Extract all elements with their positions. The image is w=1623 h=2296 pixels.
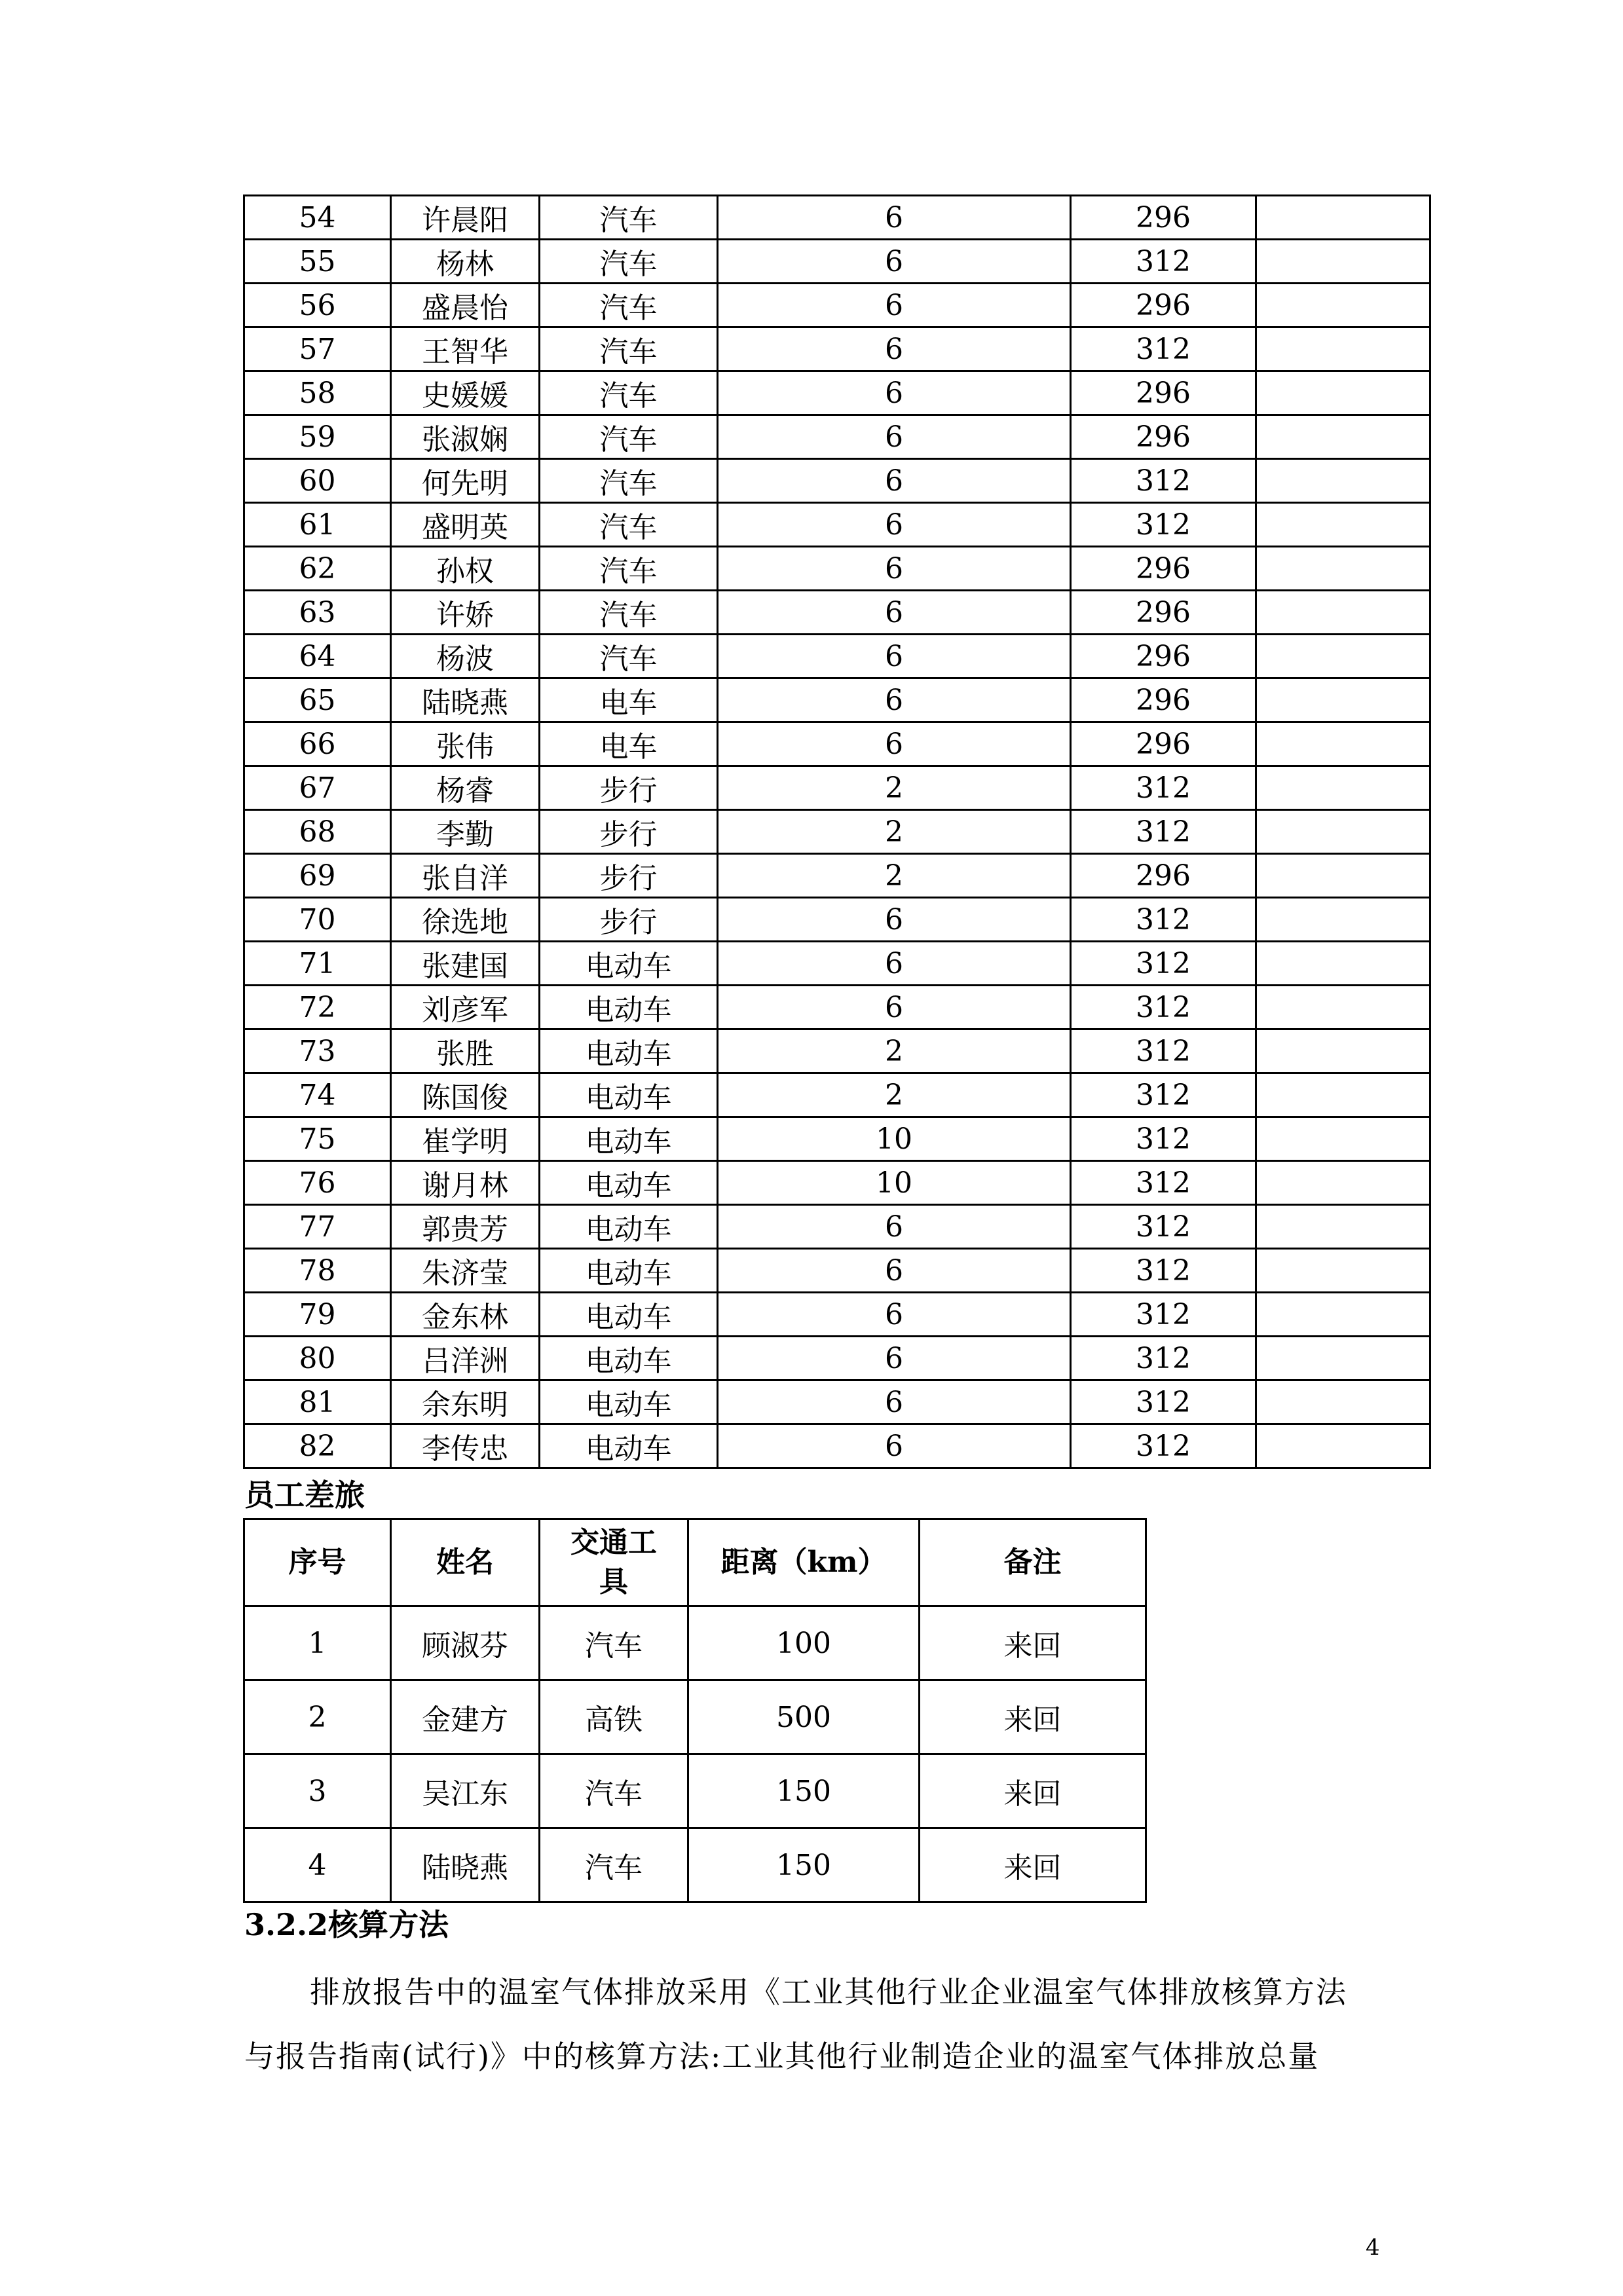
cell-days: 312	[1071, 503, 1256, 547]
cell-distance: 6	[718, 942, 1071, 986]
cell-seq: 73	[244, 1029, 391, 1073]
cell-seq: 61	[244, 503, 391, 547]
cell-days: 312	[1071, 1249, 1256, 1293]
commute-table-body	[244, 196, 1430, 1468]
commute-table	[243, 194, 1431, 1469]
cell-days: 312	[1071, 459, 1256, 503]
cell-distance: 6	[718, 284, 1071, 327]
cell-seq: 66	[244, 722, 391, 766]
cell-remark	[1256, 722, 1430, 766]
cell-days: 312	[1071, 1161, 1256, 1205]
table-row	[244, 1117, 1430, 1161]
cell-name: 吴江东	[391, 1754, 540, 1828]
cell-remark	[1256, 1424, 1430, 1468]
table-row	[244, 415, 1430, 459]
cell-distance: 6	[718, 415, 1071, 459]
cell-seq: 78	[244, 1249, 391, 1293]
cell-name: 金建方	[391, 1680, 540, 1754]
cell-days: 312	[1071, 1337, 1256, 1380]
cell-days: 296	[1071, 196, 1256, 240]
cell-name: 徐选地	[391, 898, 540, 942]
cell-seq: 58	[244, 371, 391, 415]
cell-distance: 2	[718, 1073, 1071, 1117]
cell-distance: 6	[718, 1380, 1071, 1424]
cell-distance: 6	[718, 635, 1071, 678]
cell-transport: 电动车	[540, 942, 718, 986]
cell-name: 郭贵芳	[391, 1205, 540, 1249]
cell-days: 296	[1071, 722, 1256, 766]
table-row	[244, 1380, 1430, 1424]
cell-remark	[1256, 284, 1430, 327]
table-row	[244, 678, 1430, 722]
cell-transport: 步行	[540, 898, 718, 942]
cell-name: 金东林	[391, 1293, 540, 1337]
cell-seq: 65	[244, 678, 391, 722]
cell-name: 陈国俊	[391, 1073, 540, 1117]
cell-transport: 电动车	[540, 1029, 718, 1073]
cell-seq: 69	[244, 854, 391, 898]
cell-remark	[1256, 371, 1430, 415]
method-section-heading: 3.2.2核算方法	[244, 1907, 449, 1942]
cell-distance: 500	[688, 1680, 920, 1754]
cell-days: 296	[1071, 854, 1256, 898]
cell-transport: 电动车	[540, 1117, 718, 1161]
cell-days: 296	[1071, 678, 1256, 722]
cell-remark: 来回	[920, 1754, 1146, 1828]
cell-transport: 汽车	[540, 1828, 688, 1902]
cell-transport: 电动车	[540, 1073, 718, 1117]
cell-seq: 68	[244, 810, 391, 854]
cell-distance: 6	[718, 678, 1071, 722]
cell-transport: 电动车	[540, 986, 718, 1029]
cell-days: 312	[1071, 810, 1256, 854]
cell-remark: 来回	[920, 1606, 1146, 1680]
cell-name: 朱济莹	[391, 1249, 540, 1293]
cell-name: 杨睿	[391, 766, 540, 810]
cell-distance: 6	[718, 459, 1071, 503]
cell-remark	[1256, 591, 1430, 635]
cell-remark	[1256, 1249, 1430, 1293]
cell-days: 312	[1071, 327, 1256, 371]
cell-name: 张自洋	[391, 854, 540, 898]
cell-seq: 55	[244, 240, 391, 284]
cell-days: 312	[1071, 1117, 1256, 1161]
cell-remark	[1256, 459, 1430, 503]
cell-transport: 高铁	[540, 1680, 688, 1754]
table-row	[244, 1754, 1146, 1828]
cell-seq: 3	[244, 1754, 391, 1828]
table-row	[244, 459, 1430, 503]
cell-remark	[1256, 942, 1430, 986]
cell-transport: 汽车	[540, 284, 718, 327]
cell-distance: 6	[718, 240, 1071, 284]
cell-days: 312	[1071, 1205, 1256, 1249]
cell-seq: 63	[244, 591, 391, 635]
table-row	[244, 1161, 1430, 1205]
cell-seq: 59	[244, 415, 391, 459]
cell-days: 296	[1071, 284, 1256, 327]
table-row	[244, 766, 1430, 810]
table-row	[244, 284, 1430, 327]
travel-table	[243, 1518, 1147, 1903]
cell-name: 张胜	[391, 1029, 540, 1073]
cell-name: 许晨阳	[391, 196, 540, 240]
cell-transport: 汽车	[540, 635, 718, 678]
cell-distance: 6	[718, 327, 1071, 371]
cell-seq: 54	[244, 196, 391, 240]
cell-days: 312	[1071, 1029, 1256, 1073]
method-paragraph-line-2: 与报告指南(试行)》中的核算方法:工业其他行业制造企业的温室气体排放总量	[244, 2039, 1320, 2074]
cell-name: 王智华	[391, 327, 540, 371]
cell-name: 盛晨怡	[391, 284, 540, 327]
cell-name: 陆晓燕	[391, 1828, 540, 1902]
table-row	[244, 196, 1430, 240]
cell-days: 312	[1071, 240, 1256, 284]
cell-seq: 1	[244, 1606, 391, 1680]
cell-seq: 75	[244, 1117, 391, 1161]
cell-transport: 汽车	[540, 459, 718, 503]
cell-remark	[1256, 503, 1430, 547]
cell-days: 312	[1071, 1424, 1256, 1468]
table-row	[244, 503, 1430, 547]
table-row	[244, 1828, 1146, 1902]
cell-distance: 6	[718, 503, 1071, 547]
header-transport: 交通工具	[540, 1519, 688, 1606]
cell-name: 顾淑芬	[391, 1606, 540, 1680]
cell-remark	[1256, 196, 1430, 240]
cell-remark: 来回	[920, 1680, 1146, 1754]
cell-transport: 电车	[540, 722, 718, 766]
cell-remark	[1256, 1117, 1430, 1161]
header-name: 姓名	[391, 1519, 540, 1606]
cell-remark	[1256, 1161, 1430, 1205]
cell-transport: 汽车	[540, 503, 718, 547]
cell-days: 312	[1071, 1380, 1256, 1424]
table-row	[244, 240, 1430, 284]
cell-transport: 步行	[540, 766, 718, 810]
cell-days: 296	[1071, 547, 1256, 591]
cell-seq: 60	[244, 459, 391, 503]
cell-distance: 6	[718, 371, 1071, 415]
table-row	[244, 986, 1430, 1029]
travel-table-body	[244, 1606, 1146, 1902]
cell-remark	[1256, 810, 1430, 854]
table-row	[244, 1293, 1430, 1337]
table-row	[244, 898, 1430, 942]
cell-transport: 步行	[540, 854, 718, 898]
cell-seq: 82	[244, 1424, 391, 1468]
cell-seq: 80	[244, 1337, 391, 1380]
cell-seq: 67	[244, 766, 391, 810]
cell-transport: 汽车	[540, 196, 718, 240]
cell-remark	[1256, 635, 1430, 678]
cell-name: 盛明英	[391, 503, 540, 547]
cell-distance: 2	[718, 766, 1071, 810]
cell-distance: 6	[718, 196, 1071, 240]
cell-days: 296	[1071, 371, 1256, 415]
cell-distance: 100	[688, 1606, 920, 1680]
cell-distance: 2	[718, 810, 1071, 854]
cell-distance: 150	[688, 1828, 920, 1902]
table-row	[244, 547, 1430, 591]
cell-name: 谢月林	[391, 1161, 540, 1205]
cell-days: 312	[1071, 986, 1256, 1029]
cell-days: 312	[1071, 766, 1256, 810]
table-row	[244, 854, 1430, 898]
cell-name: 史媛媛	[391, 371, 540, 415]
cell-remark	[1256, 327, 1430, 371]
table-row	[244, 1029, 1430, 1073]
cell-remark	[1256, 240, 1430, 284]
method-paragraph-line-1: 排放报告中的温室气体排放采用《工业其他行业企业温室气体排放核算方法	[310, 1974, 1347, 2010]
cell-distance: 6	[718, 898, 1071, 942]
cell-remark	[1256, 986, 1430, 1029]
cell-transport: 汽车	[540, 240, 718, 284]
cell-seq: 77	[244, 1205, 391, 1249]
cell-distance: 6	[718, 1293, 1071, 1337]
cell-remark: 来回	[920, 1828, 1146, 1902]
table-row	[244, 591, 1430, 635]
table-row	[244, 1337, 1430, 1380]
cell-remark	[1256, 1380, 1430, 1424]
cell-name: 许娇	[391, 591, 540, 635]
cell-remark	[1256, 1073, 1430, 1117]
cell-transport: 汽车	[540, 547, 718, 591]
cell-name: 张建国	[391, 942, 540, 986]
cell-seq: 81	[244, 1380, 391, 1424]
cell-distance: 6	[718, 1249, 1071, 1293]
cell-distance: 10	[718, 1161, 1071, 1205]
table-row	[244, 635, 1430, 678]
table-row	[244, 1249, 1430, 1293]
cell-seq: 56	[244, 284, 391, 327]
cell-distance: 6	[718, 986, 1071, 1029]
cell-transport: 电动车	[540, 1293, 718, 1337]
cell-transport: 汽车	[540, 1606, 688, 1680]
cell-distance: 6	[718, 722, 1071, 766]
cell-name: 孙权	[391, 547, 540, 591]
cell-days: 312	[1071, 1073, 1256, 1117]
cell-remark	[1256, 547, 1430, 591]
table-row	[244, 1424, 1430, 1468]
table-row	[244, 1680, 1146, 1754]
cell-name: 杨林	[391, 240, 540, 284]
cell-seq: 4	[244, 1828, 391, 1902]
cell-seq: 57	[244, 327, 391, 371]
cell-transport: 步行	[540, 810, 718, 854]
cell-days: 296	[1071, 591, 1256, 635]
cell-transport: 汽车	[540, 1754, 688, 1828]
cell-remark	[1256, 1205, 1430, 1249]
cell-transport: 电车	[540, 678, 718, 722]
cell-days: 312	[1071, 1293, 1256, 1337]
cell-seq: 79	[244, 1293, 391, 1337]
cell-transport: 电动车	[540, 1337, 718, 1380]
cell-remark	[1256, 1337, 1430, 1380]
cell-remark	[1256, 854, 1430, 898]
cell-name: 李勤	[391, 810, 540, 854]
cell-transport: 汽车	[540, 327, 718, 371]
header-distance: 距离（km）	[688, 1519, 920, 1606]
cell-distance: 150	[688, 1754, 920, 1828]
cell-remark	[1256, 766, 1430, 810]
table-row	[244, 371, 1430, 415]
cell-name: 崔学明	[391, 1117, 540, 1161]
cell-transport: 电动车	[540, 1249, 718, 1293]
cell-name: 刘彦军	[391, 986, 540, 1029]
cell-name: 李传忠	[391, 1424, 540, 1468]
header-remark: 备注	[920, 1519, 1146, 1606]
cell-remark	[1256, 1293, 1430, 1337]
table-row	[244, 1073, 1430, 1117]
cell-transport: 电动车	[540, 1205, 718, 1249]
table-row	[244, 1606, 1146, 1680]
travel-table-header-row	[244, 1519, 1146, 1606]
cell-distance: 6	[718, 547, 1071, 591]
table-row	[244, 722, 1430, 766]
cell-transport: 电动车	[540, 1424, 718, 1468]
cell-name: 吕洋洲	[391, 1337, 540, 1380]
cell-name: 余东明	[391, 1380, 540, 1424]
cell-seq: 70	[244, 898, 391, 942]
page-number: 4	[1366, 2234, 1380, 2261]
cell-seq: 62	[244, 547, 391, 591]
cell-distance: 6	[718, 1205, 1071, 1249]
travel-section-heading: 员工差旅	[244, 1477, 365, 1513]
cell-days: 296	[1071, 415, 1256, 459]
cell-seq: 71	[244, 942, 391, 986]
header-seq: 序号	[244, 1519, 391, 1606]
cell-distance: 2	[718, 854, 1071, 898]
cell-transport: 汽车	[540, 591, 718, 635]
cell-name: 杨波	[391, 635, 540, 678]
cell-transport: 汽车	[540, 415, 718, 459]
cell-remark	[1256, 678, 1430, 722]
cell-name: 何先明	[391, 459, 540, 503]
cell-remark	[1256, 1029, 1430, 1073]
cell-name: 张淑娴	[391, 415, 540, 459]
cell-days: 312	[1071, 898, 1256, 942]
cell-transport: 汽车	[540, 371, 718, 415]
cell-seq: 76	[244, 1161, 391, 1205]
cell-days: 312	[1071, 942, 1256, 986]
cell-name: 陆晓燕	[391, 678, 540, 722]
cell-name: 张伟	[391, 722, 540, 766]
table-row	[244, 810, 1430, 854]
cell-transport: 电动车	[540, 1380, 718, 1424]
cell-transport: 电动车	[540, 1161, 718, 1205]
table-row	[244, 942, 1430, 986]
cell-distance: 6	[718, 1424, 1071, 1468]
cell-seq: 64	[244, 635, 391, 678]
cell-distance: 10	[718, 1117, 1071, 1161]
cell-seq: 2	[244, 1680, 391, 1754]
cell-days: 296	[1071, 635, 1256, 678]
cell-seq: 72	[244, 986, 391, 1029]
cell-seq: 74	[244, 1073, 391, 1117]
table-row	[244, 327, 1430, 371]
cell-distance: 2	[718, 1029, 1071, 1073]
table-row	[244, 1205, 1430, 1249]
cell-distance: 6	[718, 1337, 1071, 1380]
cell-remark	[1256, 898, 1430, 942]
cell-remark	[1256, 415, 1430, 459]
cell-distance: 6	[718, 591, 1071, 635]
